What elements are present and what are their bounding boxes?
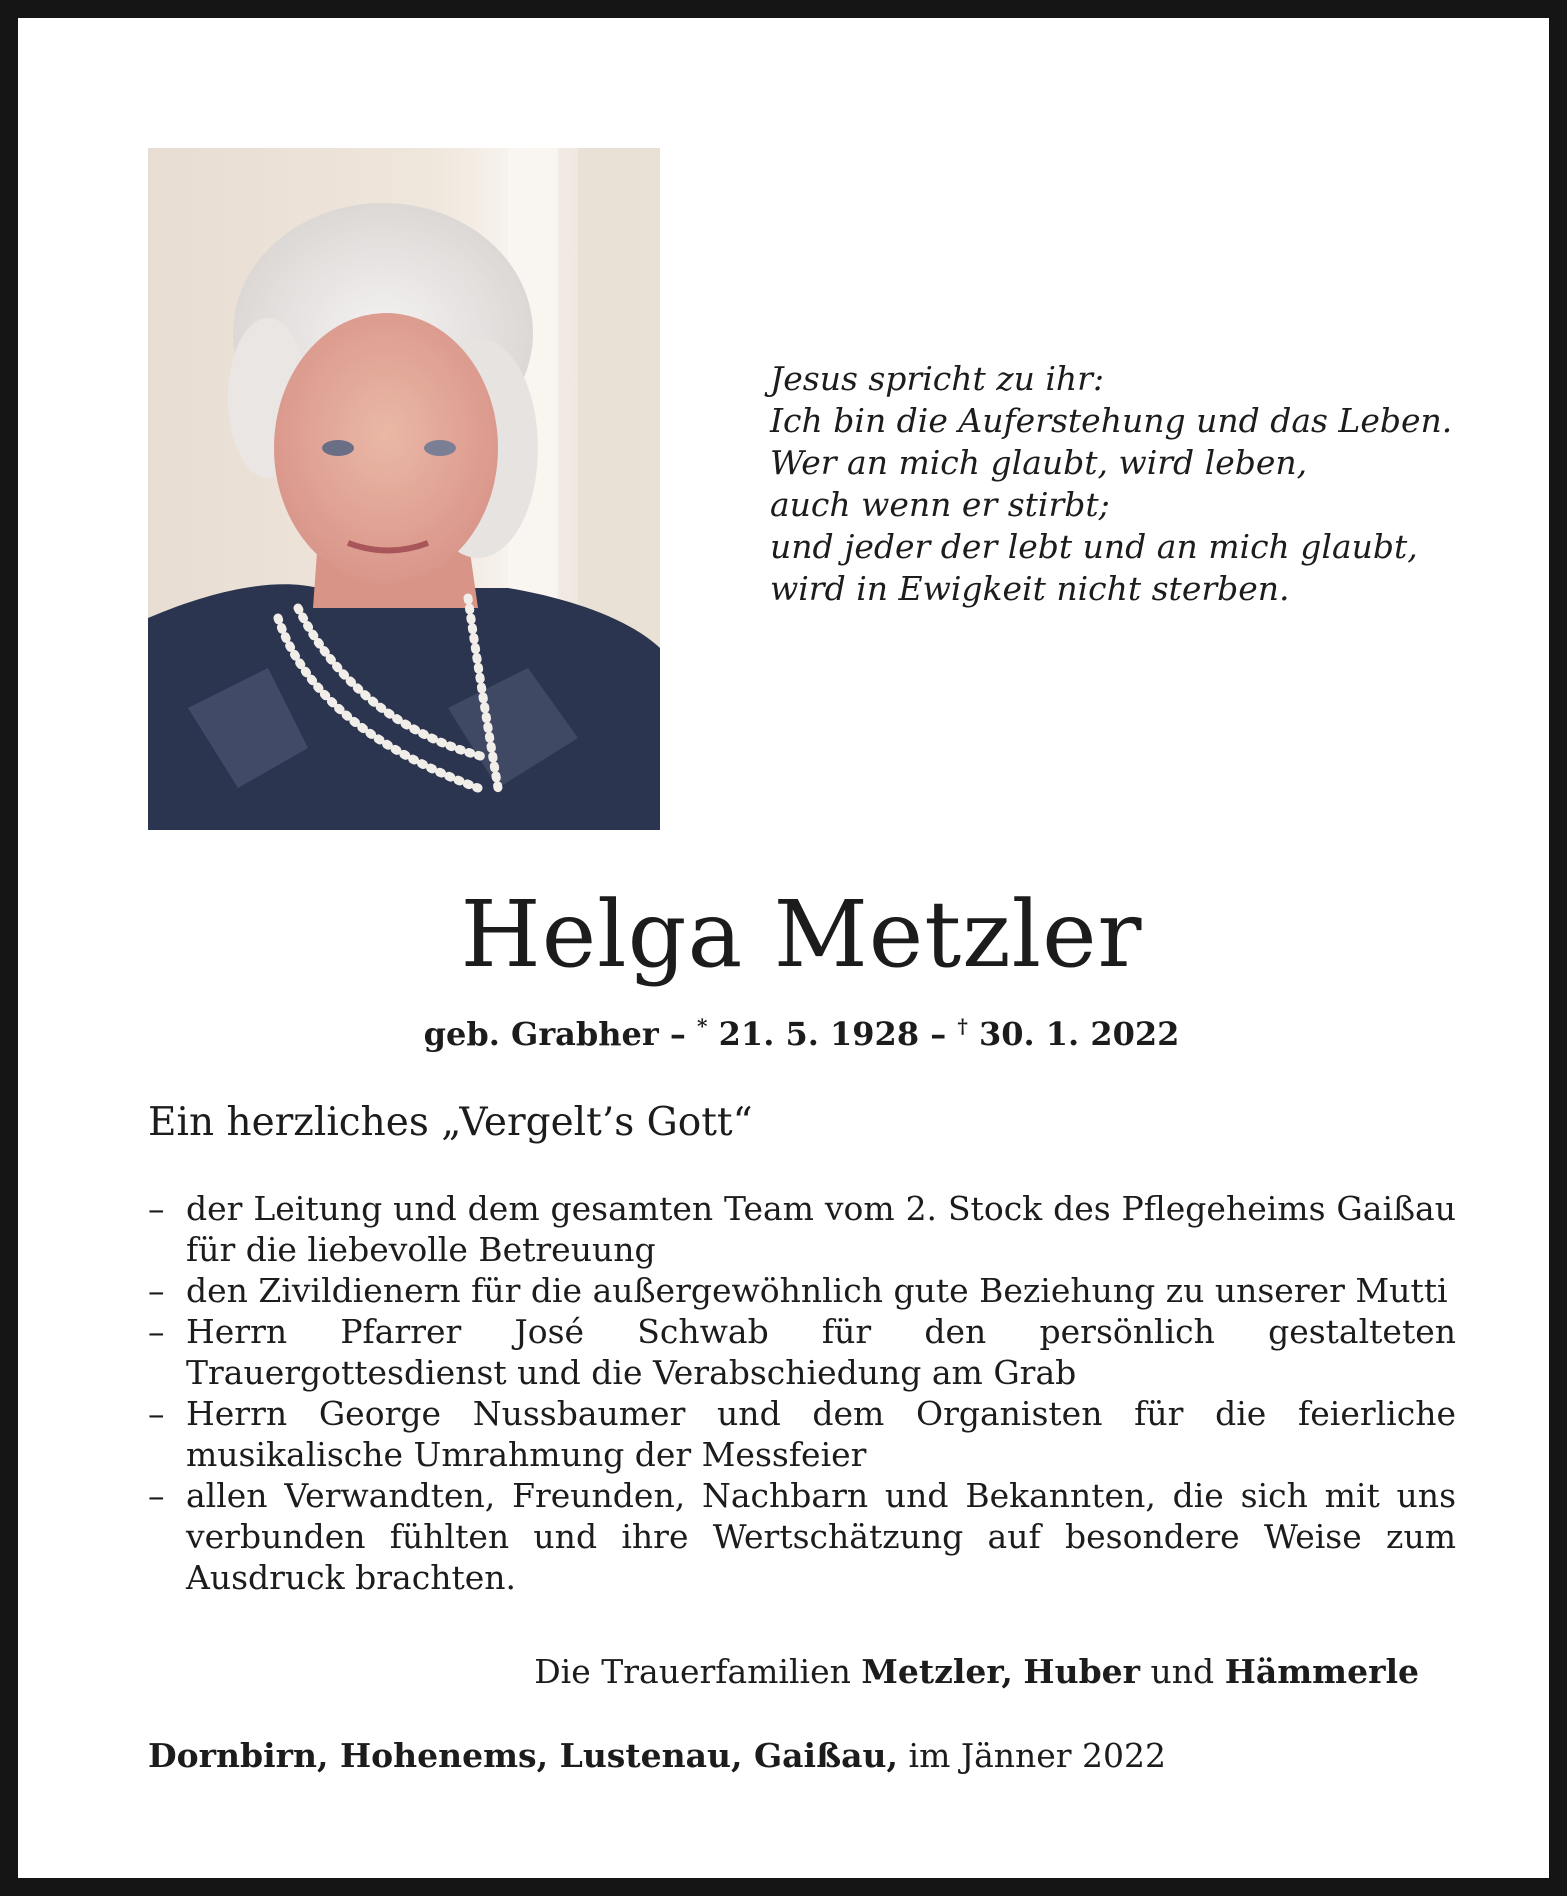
birth-date: 21. 5. 1928 – (718, 1015, 947, 1053)
death-date: 30. 1. 2022 (978, 1015, 1180, 1053)
family-name: Hämmerle (1224, 1652, 1419, 1691)
places: Dornbirn, Hohenems, Lustenau, Gaißau, (148, 1736, 899, 1775)
quote-line: und jeder der lebt und an mich glaubt, (770, 527, 1418, 566)
birth-name: geb. Grabher – (423, 1015, 686, 1053)
bible-quote (770, 358, 1490, 610)
place-date-line (148, 1735, 1166, 1777)
quote-line: Jesus spricht zu ihr: (770, 359, 1105, 398)
thanks-item: – Herrn Pfarrer José Schwab für den persönlich gestalteten Trauergottesdienst und die Verabschiedung am Grab (148, 1311, 1456, 1393)
deceased-name: Helga Metzler (460, 881, 1143, 988)
thanks-item: – der Leitung und dem gesamten Team vom 2. Stock des Pflegeheims Gaißau für die liebevolle Betreuung (148, 1188, 1456, 1270)
family-signature (534, 1651, 1419, 1693)
life-dates (18, 1006, 1567, 1054)
date-text: im Jänner 2022 (908, 1736, 1167, 1775)
quote-line: wird in Ewigkeit nicht sterben. (770, 569, 1290, 608)
quote-line: auch wenn er stirbt; (770, 485, 1110, 524)
portrait-photo (148, 148, 660, 830)
thanks-list (148, 1188, 1456, 1598)
thanks-item: – allen Verwandten, Freunden, Nachbarn und Bekannten, die sich mit uns verbunden fühlten und ihre Wertschätzung auf besondere Weise zum Ausdruck brachten. (148, 1475, 1456, 1598)
family-name: Huber (1023, 1652, 1141, 1691)
death-cross-icon: † (957, 1014, 968, 1038)
signature-conjunction: und (1150, 1652, 1215, 1691)
birth-star-icon: * (697, 1014, 708, 1038)
thanks-item: – den Zivildienern für die außergewöhnlich gute Beziehung zu unserer Mutti (148, 1270, 1456, 1311)
portrait-image (148, 148, 660, 830)
signature-prefix: Die Trauerfamilien (534, 1652, 851, 1691)
thanks-item: – Herrn George Nussbaumer und dem Organisten für die feierliche musikalische Umrahmung der Messfeier (148, 1393, 1456, 1475)
family-name: Metzler, (861, 1652, 1013, 1691)
quote-line: Wer an mich glaubt, wird leben, (770, 443, 1308, 482)
thanks-heading: Ein herzliches „Vergelt’s Gott“ (148, 1100, 753, 1145)
quote-line: Ich bin die Auferstehung und das Leben. (770, 401, 1453, 440)
